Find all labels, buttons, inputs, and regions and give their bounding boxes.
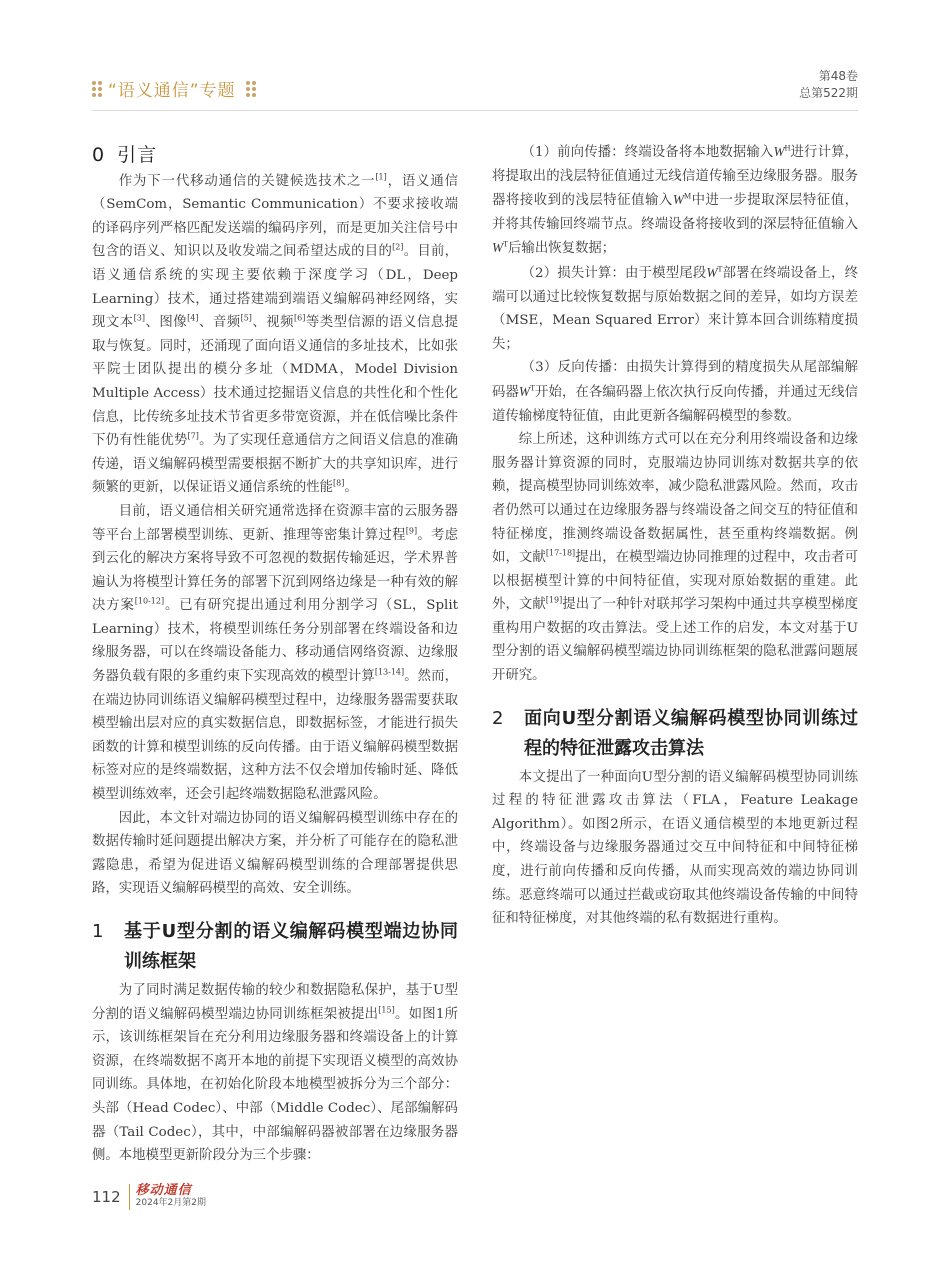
math-symbol: $W^T$ [706, 264, 723, 280]
footer-divider [129, 1184, 130, 1210]
citation: [6] [294, 313, 306, 323]
citation: [5] [240, 313, 252, 323]
citation: [8] [333, 478, 345, 488]
decorative-dots-icon [92, 81, 102, 97]
magazine-logo: 移动通信 [135, 1183, 192, 1198]
step-loss-computation: （2）损失计算：由于模型尾段$W^T$部署在终端设备上，终端可以通过比较恢复数据与原始数据之间的差异，如均方误差（MSE，Mean Squared Error）来计算本回合训练精度损失； [492, 264, 858, 352]
paragraph: 因此，本文针对端边协同的语义编解码模型训练中存在的数据传输时延问题提出解决方案，并分析了可能存在的隐私泄露隐患，希望为促进语义编解码模型训练的合理部署提供思路，实现语义编解码模型的高效、安全训练。 [92, 810, 458, 897]
citation: [4] [187, 313, 199, 323]
page-number: 112 [92, 1188, 121, 1206]
left-column [92, 140, 458, 1168]
header-issue-info [799, 68, 858, 102]
section-1-heading: 1 基于U型分割的语义编解码模型端边协同训练框架 [92, 921, 458, 972]
citation: [9] [405, 526, 418, 536]
citation: [1] [375, 172, 387, 182]
step-forward-propagation: （1）前向传播：终端设备将本地数据输入$W^H$进行计算，将提取出的浅层特征值通过无线信道传输至边缘服务器。服务器将接收到的浅层特征值输入$W^M$中进一步提取深层特征值，并将其传输回终端节点。终端设备将接收到的深层特征值输入$W^T$后输出恢复数据； [492, 143, 859, 257]
section-0-heading: 0 引言 [92, 144, 158, 166]
citation: [19] [545, 595, 563, 605]
paragraph: 作为下一代移动通信的关键候选技术之一[1]，语义通信（SemCom，Semantic Communication）不要求接收端的译码序列严格匹配发送端的编码序列，而是更加关注信号中包含的语义、知识以及收发端之间希望达成的目的[2]。目前，语义通信系统的实现主要依赖于深度学习（DL，Deep Learning）技术，通过搭建端到端语义编解码神经网络，实现文本[3]、图像[4]、音频[5]、视频[6]等类型信源的语义信息提取与恢复。同时，还涌现了面向语义通信的多址技术，比如张平院士团队提出的模分多址（MDMA，Model Division Multiple Access）技术通过挖掘语义信息的共性化和个性化信息，比传统多址技术节省更多带宽资源，并在低信噪比条件下仍有性能优势[7]。为了实现任意通信方之间语义信息的准确传递，语义编解码模型需要根据不断扩大的共享知识库，进行频繁的更新，以保证语义通信系统的性能[8]。 [92, 172, 459, 496]
paragraph: 本文提出了一种面向U型分割的语义编解码模型协同训练过程的特征泄露攻击算法（FLA，Feature Leakage Algorithm）。如图2所示，在语义通信模型的本地更新过程中，终端设备与边缘服务器通过交互中间特征和中间特征梯度，进行前向传播和反向传播，从而实现高效的端边协同训练。恶意终端可以通过拦截或窃取其他终端设备传输的中间特征和特征梯度，对其他终端的私有数据进行重构。 [492, 769, 858, 927]
citation: [13-14] [374, 667, 405, 677]
section-2-heading: 2 面向U型分割语义编解码模型协同训练过程的特征泄露攻击算法 [492, 707, 858, 759]
paragraph: 目前，语义通信相关研究通常选择在资源丰富的云服务器等平台上部署模型训练、更新、推理等密集计算过程[9]。考虑到云化的解决方案将导致不可忽视的数据传输延迟，学术界普遍认为将模型计算任务的部署下沉到网络边缘是一种有效的解决方案[10-12]。已有研究提出通过利用分割学习（SL，Split Learning）技术，将模型训练任务分别部署在终端设备和边缘服务器，可以在终端设备能力、移动通信网络资源、边缘服务器负载有限的多重约束下实现高效的模型计算[13-14]。然而，在端边协同训练语义编解码模型过程中，边缘服务器需要获取模型输出层对应的真实数据信息，即数据标签，才能进行损失函数的计算和模型训练的反向传播。由于语义编解码模型数据标签对应的是终端数据，这种方法不仅会增加传输时延、降低模型训练效率，还会引起终端数据隐私泄露风险。 [92, 503, 459, 803]
paragraph: 为了同时满足数据传输的较少和数据隐私保护，基于U型分割的语义编解码模型端边协同训练框架被提出[15]。如图1所示，该训练框架旨在充分利用边缘服务器和终端设备上的计算资源，在终端数据不离开本地的前提下实现语义模型的高效协同训练。具体地，在初始化阶段本地模型被拆分为三个部分：头部（Head Codec）、中部（Middle Codec）、尾部编解码器（Tail Codec），其中，中部编解码器被部署在边缘服务器侧。本地模型更新阶段分为三个步骤： [92, 983, 458, 1164]
math-symbol: $W^H$ [773, 143, 791, 159]
section-title: “语义通信”专题 [108, 81, 236, 101]
citation: [17-18] [545, 548, 576, 558]
paragraph: 综上所述，这种训练方式可以在充分利用终端设备和边缘服务器计算资源的同时，克服端边协同训练对数据共享的依赖，提高模型协同训练效率，减少隐私泄露风险。然而，攻击者仍然可以通过在边缘服务器与终端设备之间交互的特征值和特征梯度，推测终端设备数据属性，甚至重构终端数据。例如，文献[17-18]提出，在模型端边协同推理的过程中，攻击者可以根据模型计算的中间特征值，实现对原始数据的重建。此外，文献[19]提出了一种针对联邦学习架构中通过共享模型梯度重构用户数据的攻击算法。受上述工作的启发，本文对基于U型分割的语义编解码模型端边协同训练框架的隐私泄露问题展开研究。 [492, 432, 859, 684]
citation: [10-12] [134, 596, 165, 606]
step-back-propagation: （3）反向传播：由损失计算得到的精度损失从尾部编解码器$W^T$开始，在各编码器上依次执行反向传播，并通过无线信道传输梯度特征值，由此更新各编解码模型的参数。 [492, 360, 859, 424]
header-section-label [92, 76, 256, 101]
total-issue: 总第522期 [799, 86, 858, 100]
page-header [92, 66, 858, 111]
math-symbol: $W^M$ [672, 191, 692, 208]
right-column [492, 140, 858, 931]
citation: [3] [133, 313, 145, 323]
page-footer [92, 1184, 206, 1210]
citation: [7] [187, 431, 199, 441]
decorative-dots-icon [246, 81, 256, 97]
citation: [15] [378, 1005, 395, 1015]
math-symbol: $W^T$ [492, 239, 509, 256]
magazine-info [136, 1184, 206, 1210]
issue-date: 2024年2月第2期 [135, 1198, 206, 1208]
volume: 第48卷 [818, 69, 858, 83]
math-symbol: $W^T$ [518, 383, 535, 399]
citation: [2] [392, 242, 404, 252]
